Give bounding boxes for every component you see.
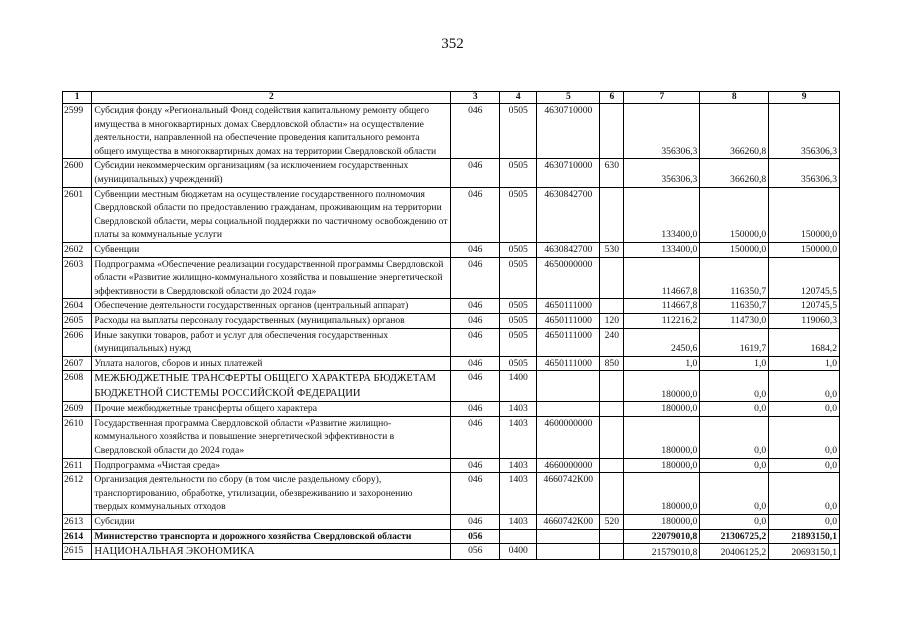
column-header: 4 — [500, 92, 537, 104]
admin-code: 046 — [451, 299, 500, 314]
column-header: 9 — [769, 92, 840, 104]
amount-col-9: 356306,3 — [769, 159, 840, 187]
row-number: 2602 — [63, 242, 92, 257]
target-article-code: 4650000000 — [537, 257, 600, 299]
section-code: 0505 — [500, 104, 537, 159]
table-row — [63, 356, 840, 371]
section-code: 0505 — [500, 242, 537, 257]
expense-type-code — [600, 299, 624, 314]
amount-col-7: 180000,0 — [624, 371, 700, 402]
table-row — [63, 299, 840, 314]
row-number: 2609 — [63, 402, 92, 417]
target-article-code: 4650111000 — [537, 299, 600, 314]
amount-col-7: 21579010,8 — [624, 544, 700, 560]
section-code: 1403 — [500, 473, 537, 515]
expense-type-code — [600, 257, 624, 299]
row-name: Расходы на выплаты персоналу государственных (муниципальных) органов — [92, 313, 451, 328]
page-number: 352 — [441, 36, 464, 52]
section-code — [500, 529, 537, 544]
row-name: Субсидия фонду «Региональный Фонд содействия капитальному ремонту общего имущества в многоквартирных домах Свердловской области» на осуществление деятельности, направленной на обеспечение проведения капитального ремонта общего имущества в многоквартирных домах на территории Свердловской области — [92, 104, 451, 159]
admin-code: 046 — [451, 402, 500, 417]
target-article-code: 4600000000 — [537, 416, 600, 458]
row-number: 2599 — [63, 104, 92, 159]
expense-type-code: 240 — [600, 328, 624, 356]
section-code: 1403 — [500, 402, 537, 417]
amount-col-7: 114667,8 — [624, 257, 700, 299]
amount-col-9: 21893150,1 — [769, 529, 840, 544]
row-number: 2608 — [63, 371, 92, 402]
expense-type-code — [600, 544, 624, 560]
section-code: 0505 — [500, 328, 537, 356]
expense-type-code — [600, 473, 624, 515]
section-code: 1403 — [500, 416, 537, 458]
amount-col-8: 116350,7 — [700, 299, 769, 314]
section-code: 1403 — [500, 515, 537, 530]
amount-col-7: 22079010,8 — [624, 529, 700, 544]
target-article-code — [537, 544, 600, 560]
target-article-code: 4650111000 — [537, 313, 600, 328]
admin-code: 046 — [451, 313, 500, 328]
section-code: 0505 — [500, 356, 537, 371]
section-code: 0505 — [500, 159, 537, 187]
amount-col-7: 112216,2 — [624, 313, 700, 328]
amount-col-9: 0,0 — [769, 402, 840, 417]
admin-code: 046 — [451, 371, 500, 402]
column-header: 2 — [92, 92, 451, 104]
row-name: Подпрограмма «Чистая среда» — [92, 458, 451, 473]
amount-col-7: 356306,3 — [624, 104, 700, 159]
expense-type-code: 850 — [600, 356, 624, 371]
amount-col-8: 0,0 — [700, 402, 769, 417]
admin-code: 046 — [451, 416, 500, 458]
row-name: Субвенции местным бюджетам на осуществление государственного полномочия Свердловской области по предоставлению гражданам, проживающим на территории Свердловской области, меры социальной поддержки по частичному освобождению от платы за коммунальные услуги — [92, 187, 451, 242]
section-code: 0505 — [500, 313, 537, 328]
target-article-code — [537, 371, 600, 402]
amount-col-9: 0,0 — [769, 416, 840, 458]
expense-type-code — [600, 416, 624, 458]
admin-code: 046 — [451, 242, 500, 257]
amount-col-9: 1,0 — [769, 356, 840, 371]
header-row — [63, 92, 840, 104]
amount-col-7: 180000,0 — [624, 515, 700, 530]
target-article-code: 4660742К00 — [537, 473, 600, 515]
row-name: Субсидии некоммерческим организациям (за исключением государственных (муниципальных) учреждений) — [92, 159, 451, 187]
row-name: Организация деятельности по сбору (в том числе раздельному сбору), транспортированию, обработке, утилизации, обезвреживанию и захоронению твердых коммунальных отходов — [92, 473, 451, 515]
row-number: 2614 — [63, 529, 92, 544]
table-row — [63, 371, 840, 402]
admin-code: 046 — [451, 356, 500, 371]
row-name: Уплата налогов, сборов и иных платежей — [92, 356, 451, 371]
amount-col-8: 21306725,2 — [700, 529, 769, 544]
admin-code: 056 — [451, 544, 500, 560]
column-header: 5 — [537, 92, 600, 104]
expense-type-code: 530 — [600, 242, 624, 257]
table-row — [63, 416, 840, 458]
amount-col-9: 120745,5 — [769, 257, 840, 299]
target-article-code: 4630710000 — [537, 159, 600, 187]
target-article-code: 4650111000 — [537, 328, 600, 356]
table-row — [63, 257, 840, 299]
admin-code: 046 — [451, 458, 500, 473]
row-name: Подпрограмма «Обеспечение реализации государственной программы Свердловской области «Развитие жилищно-коммунального хозяйства и повышение энергетической эффективности в Свердловской области до 2024 года» — [92, 257, 451, 299]
amount-col-8: 0,0 — [700, 416, 769, 458]
row-name: Обеспечение деятельности государственных органов (центральный аппарат) — [92, 299, 451, 314]
amount-col-8: 366260,8 — [700, 104, 769, 159]
admin-code: 046 — [451, 328, 500, 356]
target-article-code — [537, 402, 600, 417]
admin-code: 046 — [451, 515, 500, 530]
row-number: 2603 — [63, 257, 92, 299]
column-header: 8 — [700, 92, 769, 104]
table-row — [63, 458, 840, 473]
row-number: 2615 — [63, 544, 92, 560]
column-header: 3 — [451, 92, 500, 104]
table-row — [63, 473, 840, 515]
row-name: МЕЖБЮДЖЕТНЫЕ ТРАНСФЕРТЫ ОБЩЕГО ХАРАКТЕРА БЮДЖЕТАМ БЮДЖЕТНОЙ СИСТЕМЫ РОССИЙСКОЙ ФЕДЕРАЦИИ — [92, 371, 451, 402]
row-number: 2601 — [63, 187, 92, 242]
expense-type-code — [600, 187, 624, 242]
table-body — [63, 104, 840, 560]
amount-col-9: 20693150,1 — [769, 544, 840, 560]
amount-col-7: 180000,0 — [624, 473, 700, 515]
amount-col-7: 180000,0 — [624, 458, 700, 473]
table-row — [63, 544, 840, 560]
row-name: Государственная программа Свердловской области «Развитие жилищно-коммунального хозяйства и повышение энергетической эффективности в Свердловской области до 2024 года» — [92, 416, 451, 458]
admin-code: 046 — [451, 257, 500, 299]
target-article-code: 4630710000 — [537, 104, 600, 159]
amount-col-9: 0,0 — [769, 371, 840, 402]
table-row — [63, 328, 840, 356]
row-number: 2610 — [63, 416, 92, 458]
amount-col-8: 116350,7 — [700, 257, 769, 299]
amount-col-8: 0,0 — [700, 458, 769, 473]
amount-col-7: 180000,0 — [624, 402, 700, 417]
amount-col-8: 150000,0 — [700, 187, 769, 242]
row-number: 2612 — [63, 473, 92, 515]
budget-table — [62, 91, 840, 560]
amount-col-7: 180000,0 — [624, 416, 700, 458]
amount-col-8: 0,0 — [700, 371, 769, 402]
section-code: 0505 — [500, 257, 537, 299]
row-number: 2613 — [63, 515, 92, 530]
column-header: 1 — [63, 92, 92, 104]
table-row — [63, 104, 840, 159]
expense-type-code — [600, 458, 624, 473]
row-number: 2606 — [63, 328, 92, 356]
amount-col-9: 0,0 — [769, 458, 840, 473]
section-code: 1400 — [500, 371, 537, 402]
amount-col-8: 0,0 — [700, 473, 769, 515]
amount-col-9: 120745,5 — [769, 299, 840, 314]
row-name: Министерство транспорта и дорожного хозяйства Свердловской области — [92, 529, 451, 544]
admin-code: 046 — [451, 473, 500, 515]
row-number: 2604 — [63, 299, 92, 314]
target-article-code: 4630842700 — [537, 187, 600, 242]
amount-col-9: 119060,3 — [769, 313, 840, 328]
admin-code: 056 — [451, 529, 500, 544]
row-number: 2611 — [63, 458, 92, 473]
expense-type-code: 520 — [600, 515, 624, 530]
row-number: 2600 — [63, 159, 92, 187]
target-article-code: 4660000000 — [537, 458, 600, 473]
table-row — [63, 515, 840, 530]
amount-col-8: 1619,7 — [700, 328, 769, 356]
admin-code: 046 — [451, 187, 500, 242]
row-name: Иные закупки товаров, работ и услуг для обеспечения государственных (муниципальных) нужд — [92, 328, 451, 356]
section-code: 0505 — [500, 299, 537, 314]
expense-type-code — [600, 529, 624, 544]
amount-col-9: 0,0 — [769, 473, 840, 515]
expense-type-code: 630 — [600, 159, 624, 187]
target-article-code — [537, 529, 600, 544]
amount-col-8: 0,0 — [700, 515, 769, 530]
target-article-code: 4630842700 — [537, 242, 600, 257]
amount-col-7: 133400,0 — [624, 242, 700, 257]
row-name: НАЦИОНАЛЬНАЯ ЭКОНОМИКА — [92, 544, 451, 560]
expense-type-code — [600, 371, 624, 402]
amount-col-7: 133400,0 — [624, 187, 700, 242]
expense-type-code — [600, 104, 624, 159]
row-name: Субвенции — [92, 242, 451, 257]
expense-type-code — [600, 402, 624, 417]
amount-col-9: 0,0 — [769, 515, 840, 530]
table-row — [63, 159, 840, 187]
column-header: 7 — [624, 92, 700, 104]
row-number: 2605 — [63, 313, 92, 328]
amount-col-9: 1684,2 — [769, 328, 840, 356]
amount-col-8: 366260,8 — [700, 159, 769, 187]
target-article-code: 4650111000 — [537, 356, 600, 371]
row-name: Прочие межбюджетные трансферты общего характера — [92, 402, 451, 417]
table-row — [63, 187, 840, 242]
expense-type-code: 120 — [600, 313, 624, 328]
admin-code: 046 — [451, 159, 500, 187]
amount-col-8: 150000,0 — [700, 242, 769, 257]
table-row — [63, 402, 840, 417]
column-header: 6 — [600, 92, 624, 104]
section-code: 0400 — [500, 544, 537, 560]
admin-code: 046 — [451, 104, 500, 159]
amount-col-9: 150000,0 — [769, 187, 840, 242]
amount-col-7: 356306,3 — [624, 159, 700, 187]
amount-col-9: 356306,3 — [769, 104, 840, 159]
amount-col-8: 114730,0 — [700, 313, 769, 328]
amount-col-7: 2450,6 — [624, 328, 700, 356]
target-article-code: 4660742К00 — [537, 515, 600, 530]
amount-col-9: 150000,0 — [769, 242, 840, 257]
section-code: 1403 — [500, 458, 537, 473]
amount-col-7: 114667,8 — [624, 299, 700, 314]
amount-col-8: 1,0 — [700, 356, 769, 371]
row-number: 2607 — [63, 356, 92, 371]
amount-col-8: 20406125,2 — [700, 544, 769, 560]
row-name: Субсидии — [92, 515, 451, 530]
table-row — [63, 313, 840, 328]
amount-col-7: 1,0 — [624, 356, 700, 371]
table-row — [63, 242, 840, 257]
section-code: 0505 — [500, 187, 537, 242]
table-row — [63, 529, 840, 544]
